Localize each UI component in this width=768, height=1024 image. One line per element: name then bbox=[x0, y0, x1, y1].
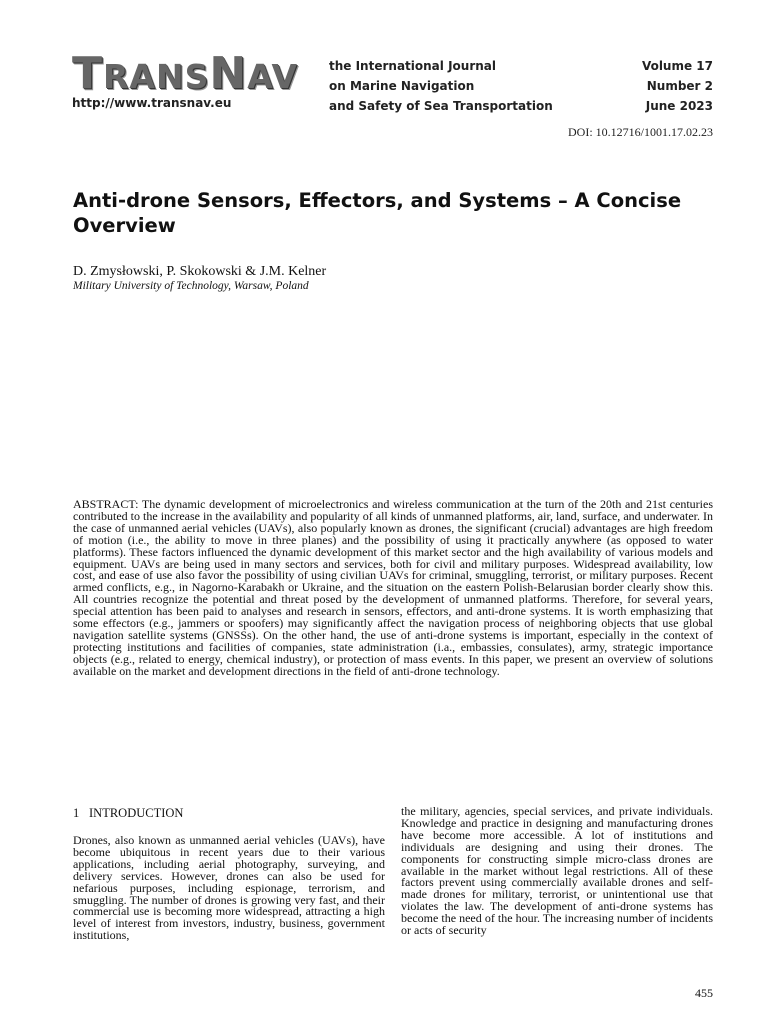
logo-letters-av: AV bbox=[247, 57, 299, 96]
page-number: 455 bbox=[695, 986, 713, 1000]
body-text-right-column: the military, agencies, special services, and private individuals. Knowledge and practice in designing and manufacturing drones have become more accessible. A lot of institutions and individuals are designing and using their drones. The components for constructing simple micro-class drones are available in the market without legal restrictions. All of these factors prevent using commercially available drones and self-made drones for military, terrorist, or unintentional use that violates the law. The development of anti-drone systems has become the need of the hour. The increasing number of incidents or acts of security bbox=[401, 804, 713, 938]
journal-name-line: and Safety of Sea Transportation bbox=[329, 99, 553, 113]
doi: DOI: 10.12716/1001.17.02.23 bbox=[568, 125, 713, 139]
issue-info bbox=[642, 56, 713, 116]
body-text-left-column: Drones, also known as unmanned aerial vehicles (UAVs), have become ubiquitous in recent years due to their various applications, including aerial photography, surveying, and delivery services. However, drones can also be used for nefarious purposes, including espionage, terrorism, and smuggling. The number of drones is growing very fast, and their commercial use is becoming more widespread, attracting a high level of interest from investors, industry, business, government institutions, bbox=[73, 833, 385, 943]
section-title: INTRODUCTION bbox=[89, 806, 184, 820]
number-label: Number 2 bbox=[646, 79, 713, 93]
logo-letters-rans: RANS bbox=[103, 57, 210, 96]
journal-name-line: the International Journal bbox=[329, 59, 496, 73]
article-title: Anti-drone Sensors, Effectors, and Systems – A Concise Overview bbox=[73, 189, 682, 237]
author-affiliation: Military University of Technology, Warsaw, Poland bbox=[73, 280, 309, 292]
transnav-logo bbox=[72, 48, 299, 99]
journal-name bbox=[329, 56, 553, 116]
abstract: ABSTRACT: The dynamic development of microelectronics and wireless communication at the turn of the 20th and 21st centuries contributed to the increase in the availability and popularity of all kinds of unmanned platforms, air, land, surface, and underwater. In the case of unmanned aerial vehicles (UAVs), also popularly known as drones, the significant (crucial) advantages are high freedom of motion (i.e., the ability to move in three planes) and the possibility of using it practically anywhere (as opposed to water platforms). These factors influenced the dynamic development of this market sector and the high availability of various models and equipment. UAVs are being used in many sectors and services, both for civil and military purposes. Widespread availability, low cost, and ease of use also favor the possibility of using civilian UAVs for criminal, smuggling, terrorist, or military purposes. Recent armed conflicts, e.g., in Nagorno-Karabakh or Ukraine, and the situation on the eastern Polish-Belarusian border clearly show this. All countries recognize the potential and threat posed by the development of unmanned platforms. Therefore, for several years, special attention has been paid to analyses and research in sensors, effectors, and anti-drone systems. It is worth emphasizing that some effectors (e.g., jammers or spoofers) may significantly affect the navigation process of neighboring objects that use global navigation satellite systems (GNSSs). On the other hand, the use of anti-drone systems is important, especially in the context of protecting institutions and facilities of companies, state administration (i.a., embassies, consulates), army, strategic importance objects (e.g., related to energy, chemical industry), or protection of mass events. In this paper, we present an overview of solutions available on the market and development directions in the field of anti-drone technology. bbox=[73, 497, 713, 678]
date-label: June 2023 bbox=[645, 99, 713, 113]
volume-label: Volume 17 bbox=[641, 59, 713, 73]
section-number: 1 bbox=[73, 806, 80, 820]
journal-url-link[interactable]: http://www.transnav.eu bbox=[72, 96, 232, 110]
journal-name-line: on Marine Navigation bbox=[329, 79, 475, 93]
logo-letter-t: T bbox=[72, 48, 104, 99]
article-authors: D. Zmysłowski, P. Skokowski & J.M. Kelner bbox=[73, 264, 327, 279]
logo-letter-n: N bbox=[209, 48, 248, 99]
section-heading bbox=[73, 806, 183, 821]
